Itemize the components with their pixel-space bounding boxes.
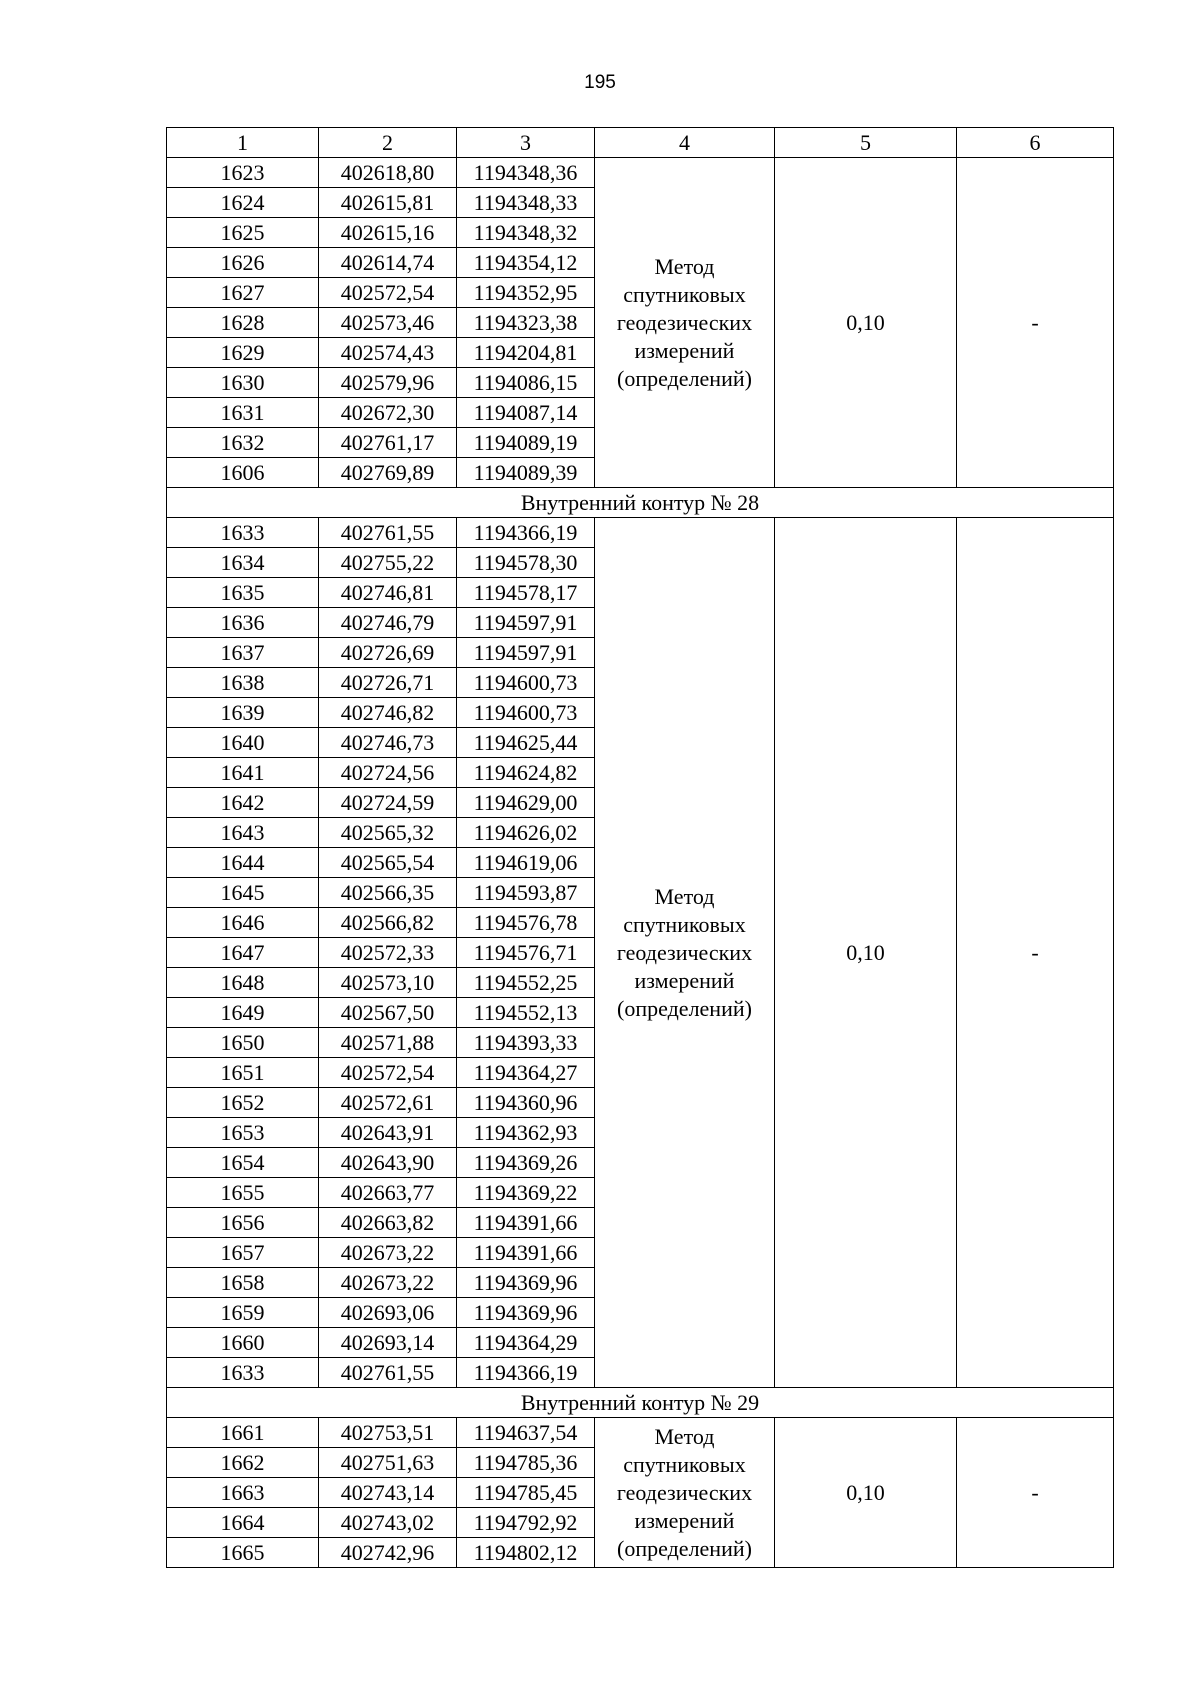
accuracy-cell: 0,10 [775, 158, 957, 488]
x-coordinate-cell: 402579,96 [319, 368, 457, 398]
x-coordinate-cell: 402571,88 [319, 1028, 457, 1058]
point-number-cell: 1635 [167, 578, 319, 608]
point-number-cell: 1630 [167, 368, 319, 398]
column-6-cell: - [957, 518, 1114, 1388]
x-coordinate-cell: 402761,55 [319, 1358, 457, 1388]
x-coordinate-cell: 402572,61 [319, 1088, 457, 1118]
method-cell [595, 158, 775, 488]
x-coordinate-cell: 402746,81 [319, 578, 457, 608]
method-line: геодезических [616, 309, 753, 335]
point-number-cell: 1631 [167, 398, 319, 428]
y-coordinate-cell: 1194600,73 [457, 698, 595, 728]
x-coordinate-cell: 402726,71 [319, 668, 457, 698]
x-coordinate-cell: 402742,96 [319, 1538, 457, 1568]
point-number-cell: 1647 [167, 938, 319, 968]
x-coordinate-cell: 402572,54 [319, 1058, 457, 1088]
method-cell [595, 518, 775, 1388]
table-row [167, 158, 1114, 188]
y-coordinate-cell: 1194366,19 [457, 1358, 595, 1388]
y-coordinate-cell: 1194552,13 [457, 998, 595, 1028]
x-coordinate-cell: 402743,14 [319, 1478, 457, 1508]
method-line: спутниковых [623, 281, 746, 307]
x-coordinate-cell: 402769,89 [319, 458, 457, 488]
y-coordinate-cell: 1194802,12 [457, 1538, 595, 1568]
x-coordinate-cell: 402565,32 [319, 818, 457, 848]
method-line: спутниковых [623, 1451, 746, 1477]
x-coordinate-cell: 402724,59 [319, 788, 457, 818]
column-6-cell: - [957, 1418, 1114, 1568]
x-coordinate-cell: 402761,17 [319, 428, 457, 458]
x-coordinate-cell: 402572,54 [319, 278, 457, 308]
y-coordinate-cell: 1194369,26 [457, 1148, 595, 1178]
point-number-cell: 1663 [167, 1478, 319, 1508]
method-line: измерений [634, 337, 735, 363]
x-coordinate-cell: 402565,54 [319, 848, 457, 878]
y-coordinate-cell: 1194089,39 [457, 458, 595, 488]
method-line: (определений) [617, 995, 752, 1021]
point-number-cell: 1651 [167, 1058, 319, 1088]
y-coordinate-cell: 1194792,92 [457, 1508, 595, 1538]
header-cell: 1 [167, 128, 319, 158]
y-coordinate-cell: 1194362,93 [457, 1118, 595, 1148]
point-number-cell: 1648 [167, 968, 319, 998]
point-number-cell: 1665 [167, 1538, 319, 1568]
y-coordinate-cell: 1194593,87 [457, 878, 595, 908]
point-number-cell: 1623 [167, 158, 319, 188]
y-coordinate-cell: 1194369,96 [457, 1268, 595, 1298]
header-cell: 4 [595, 128, 775, 158]
y-coordinate-cell: 1194578,30 [457, 548, 595, 578]
point-number-cell: 1661 [167, 1418, 319, 1448]
point-number-cell: 1655 [167, 1178, 319, 1208]
table-row [167, 518, 1114, 548]
point-number-cell: 1662 [167, 1448, 319, 1478]
method-line: измерений [634, 967, 735, 993]
x-coordinate-cell: 402743,02 [319, 1508, 457, 1538]
header-cell: 5 [775, 128, 957, 158]
y-coordinate-cell: 1194576,71 [457, 938, 595, 968]
x-coordinate-cell: 402724,56 [319, 758, 457, 788]
y-coordinate-cell: 1194785,36 [457, 1448, 595, 1478]
x-coordinate-cell: 402755,22 [319, 548, 457, 578]
y-coordinate-cell: 1194369,22 [457, 1178, 595, 1208]
point-number-cell: 1660 [167, 1328, 319, 1358]
y-coordinate-cell: 1194785,45 [457, 1478, 595, 1508]
point-number-cell: 1627 [167, 278, 319, 308]
y-coordinate-cell: 1194369,96 [457, 1298, 595, 1328]
y-coordinate-cell: 1194391,66 [457, 1238, 595, 1268]
x-coordinate-cell: 402573,46 [319, 308, 457, 338]
x-coordinate-cell: 402574,43 [319, 338, 457, 368]
x-coordinate-cell: 402746,73 [319, 728, 457, 758]
y-coordinate-cell: 1194354,12 [457, 248, 595, 278]
point-number-cell: 1652 [167, 1088, 319, 1118]
point-number-cell: 1642 [167, 788, 319, 818]
x-coordinate-cell: 402566,35 [319, 878, 457, 908]
y-coordinate-cell: 1194364,27 [457, 1058, 595, 1088]
x-coordinate-cell: 402572,33 [319, 938, 457, 968]
y-coordinate-cell: 1194626,02 [457, 818, 595, 848]
point-number-cell: 1646 [167, 908, 319, 938]
point-number-cell: 1659 [167, 1298, 319, 1328]
method-line: Метод [654, 883, 715, 909]
y-coordinate-cell: 1194552,25 [457, 968, 595, 998]
accuracy-cell: 0,10 [775, 518, 957, 1388]
point-number-cell: 1641 [167, 758, 319, 788]
point-number-cell: 1649 [167, 998, 319, 1028]
x-coordinate-cell: 402751,63 [319, 1448, 457, 1478]
header-row [167, 128, 1114, 158]
method-line: измерений [634, 1507, 735, 1533]
point-number-cell: 1645 [167, 878, 319, 908]
x-coordinate-cell: 402746,82 [319, 698, 457, 728]
x-coordinate-cell: 402643,90 [319, 1148, 457, 1178]
x-coordinate-cell: 402693,06 [319, 1298, 457, 1328]
y-coordinate-cell: 1194348,36 [457, 158, 595, 188]
point-number-cell: 1606 [167, 458, 319, 488]
header-cell: 2 [319, 128, 457, 158]
method-line: (определений) [617, 365, 752, 391]
point-number-cell: 1637 [167, 638, 319, 668]
x-coordinate-cell: 402673,22 [319, 1268, 457, 1298]
contour-title-row [167, 1388, 1114, 1418]
x-coordinate-cell: 402693,14 [319, 1328, 457, 1358]
point-number-cell: 1633 [167, 518, 319, 548]
column-6-cell: - [957, 158, 1114, 488]
coordinates-table [166, 127, 1114, 1568]
y-coordinate-cell: 1194348,32 [457, 218, 595, 248]
y-coordinate-cell: 1194089,19 [457, 428, 595, 458]
point-number-cell: 1625 [167, 218, 319, 248]
method-line: Метод [654, 253, 715, 279]
y-coordinate-cell: 1194578,17 [457, 578, 595, 608]
y-coordinate-cell: 1194352,95 [457, 278, 595, 308]
contour-title: Внутренний контур № 29 [167, 1388, 1114, 1418]
point-number-cell: 1656 [167, 1208, 319, 1238]
method-line: геодезических [616, 1479, 753, 1505]
y-coordinate-cell: 1194204,81 [457, 338, 595, 368]
y-coordinate-cell: 1194597,91 [457, 608, 595, 638]
y-coordinate-cell: 1194625,44 [457, 728, 595, 758]
x-coordinate-cell: 402643,91 [319, 1118, 457, 1148]
x-coordinate-cell: 402567,50 [319, 998, 457, 1028]
y-coordinate-cell: 1194393,33 [457, 1028, 595, 1058]
y-coordinate-cell: 1194391,66 [457, 1208, 595, 1238]
y-coordinate-cell: 1194600,73 [457, 668, 595, 698]
x-coordinate-cell: 402615,81 [319, 188, 457, 218]
x-coordinate-cell: 402673,22 [319, 1238, 457, 1268]
point-number-cell: 1633 [167, 1358, 319, 1388]
method-line: Метод [654, 1423, 715, 1449]
point-number-cell: 1654 [167, 1148, 319, 1178]
y-coordinate-cell: 1194348,33 [457, 188, 595, 218]
x-coordinate-cell: 402615,16 [319, 218, 457, 248]
page-number: 195 [584, 72, 616, 93]
y-coordinate-cell: 1194576,78 [457, 908, 595, 938]
point-number-cell: 1664 [167, 1508, 319, 1538]
header-cell: 6 [957, 128, 1114, 158]
y-coordinate-cell: 1194619,06 [457, 848, 595, 878]
y-coordinate-cell: 1194087,14 [457, 398, 595, 428]
x-coordinate-cell: 402663,77 [319, 1178, 457, 1208]
header-cell: 3 [457, 128, 595, 158]
y-coordinate-cell: 1194624,82 [457, 758, 595, 788]
x-coordinate-cell: 402614,74 [319, 248, 457, 278]
point-number-cell: 1657 [167, 1238, 319, 1268]
x-coordinate-cell: 402746,79 [319, 608, 457, 638]
x-coordinate-cell: 402753,51 [319, 1418, 457, 1448]
y-coordinate-cell: 1194360,96 [457, 1088, 595, 1118]
accuracy-cell: 0,10 [775, 1418, 957, 1568]
x-coordinate-cell: 402672,30 [319, 398, 457, 428]
point-number-cell: 1639 [167, 698, 319, 728]
point-number-cell: 1636 [167, 608, 319, 638]
x-coordinate-cell: 402573,10 [319, 968, 457, 998]
x-coordinate-cell: 402566,82 [319, 908, 457, 938]
y-coordinate-cell: 1194364,29 [457, 1328, 595, 1358]
point-number-cell: 1650 [167, 1028, 319, 1058]
y-coordinate-cell: 1194637,54 [457, 1418, 595, 1448]
contour-title-row [167, 488, 1114, 518]
method-line: спутниковых [623, 911, 746, 937]
x-coordinate-cell: 402726,69 [319, 638, 457, 668]
y-coordinate-cell: 1194323,38 [457, 308, 595, 338]
method-line: геодезических [616, 939, 753, 965]
method-cell [595, 1418, 775, 1568]
x-coordinate-cell: 402761,55 [319, 518, 457, 548]
point-number-cell: 1626 [167, 248, 319, 278]
point-number-cell: 1638 [167, 668, 319, 698]
x-coordinate-cell: 402663,82 [319, 1208, 457, 1238]
y-coordinate-cell: 1194366,19 [457, 518, 595, 548]
table-row [167, 1418, 1114, 1448]
y-coordinate-cell: 1194086,15 [457, 368, 595, 398]
x-coordinate-cell: 402618,80 [319, 158, 457, 188]
y-coordinate-cell: 1194629,00 [457, 788, 595, 818]
point-number-cell: 1628 [167, 308, 319, 338]
point-number-cell: 1634 [167, 548, 319, 578]
point-number-cell: 1629 [167, 338, 319, 368]
point-number-cell: 1653 [167, 1118, 319, 1148]
point-number-cell: 1643 [167, 818, 319, 848]
y-coordinate-cell: 1194597,91 [457, 638, 595, 668]
point-number-cell: 1632 [167, 428, 319, 458]
point-number-cell: 1624 [167, 188, 319, 218]
point-number-cell: 1640 [167, 728, 319, 758]
point-number-cell: 1644 [167, 848, 319, 878]
contour-title: Внутренний контур № 28 [167, 488, 1114, 518]
point-number-cell: 1658 [167, 1268, 319, 1298]
method-line: (определений) [617, 1535, 752, 1561]
